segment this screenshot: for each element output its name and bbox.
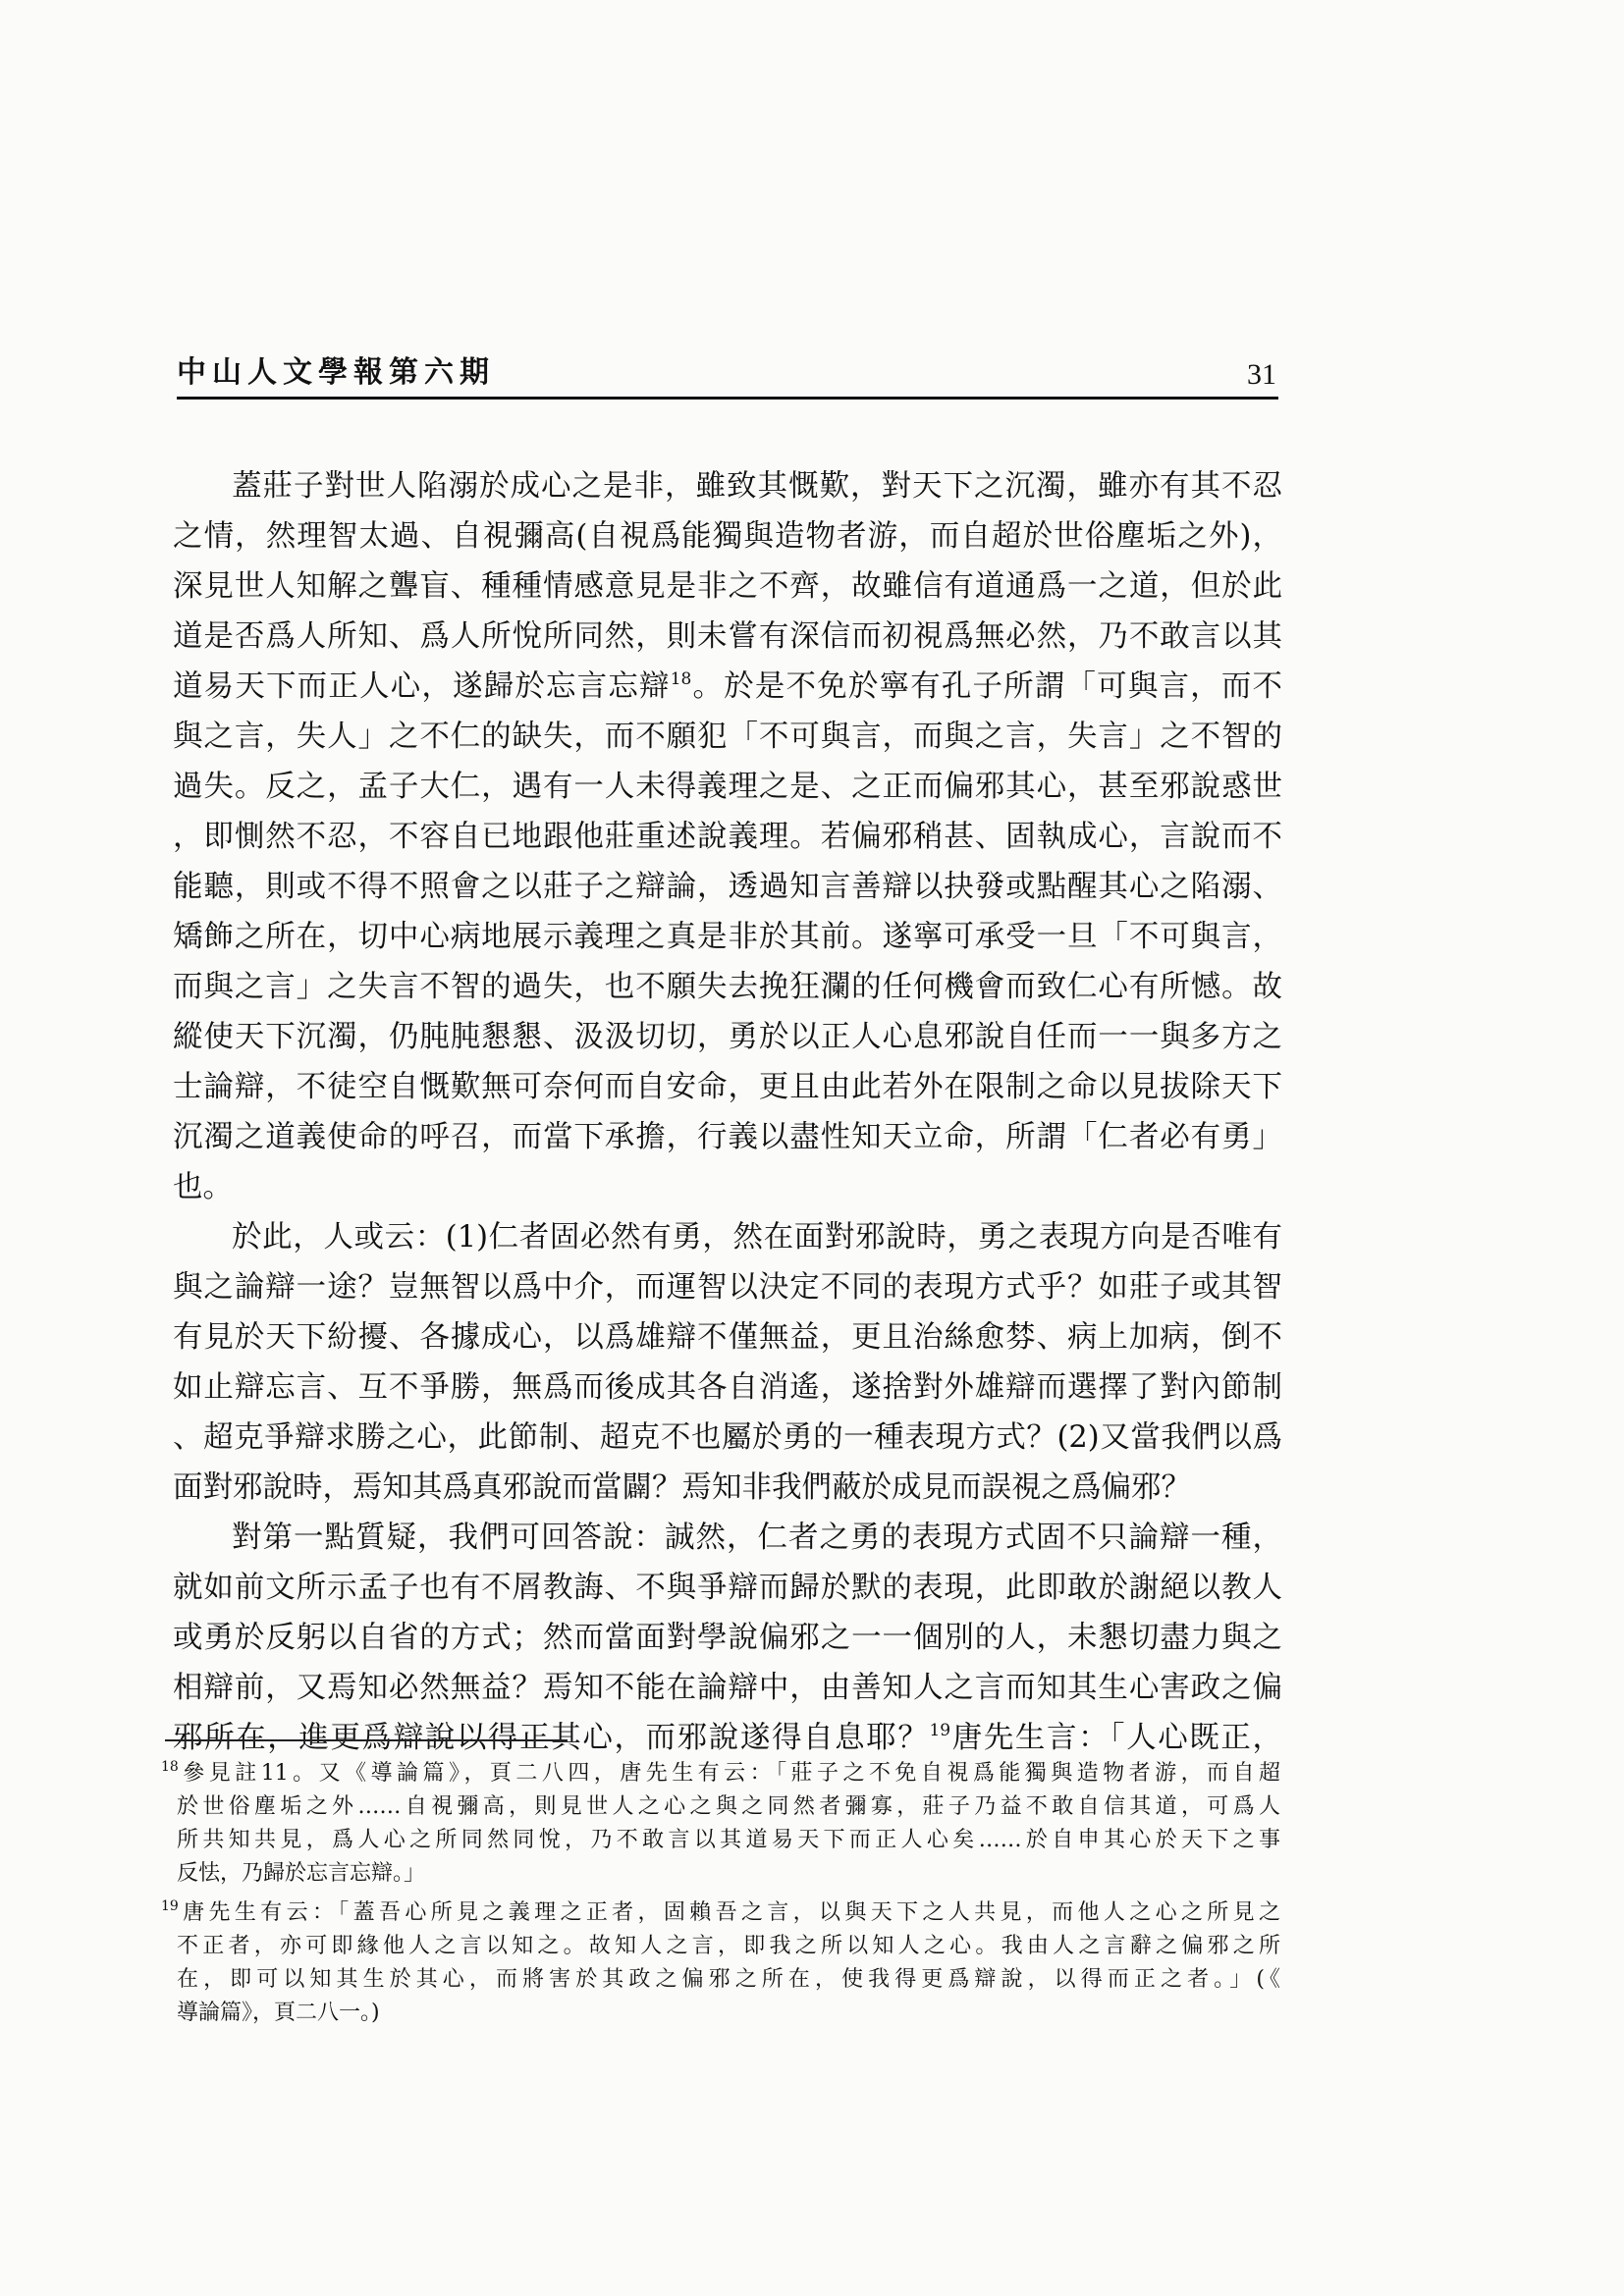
text-line: 深見世人知解之聾盲、種種情感意見是非之不齊，故雖信有道通爲一之道，但於此 [173,569,1282,604]
footnote-divider [165,1739,568,1741]
text-line: 沉濁之道義使命的呼召，而當下承擔，行義以盡性知天立命，所謂「仁者必有勇」 [173,1120,1282,1154]
paragraph-2 [173,1212,1282,1513]
text-line: 士論辯，不徒空自慨歎無可奈何而自安命，更且由此若外在限制之命以見拔除天下 [173,1070,1282,1104]
text-line: 有見於天下紛擾、各據成心，以爲雄辯不僅無益，更且治絲愈棼、病上加病，倒不 [173,1320,1282,1355]
text-line: 能聽，則或不得不照會之以莊子之辯論，透過知言善辯以抉發或點醒其心之陷溺、 [173,870,1282,904]
text-line: 縱使天下沉濁，仍肫肫懇懇、汲汲切切，勇於以正人心息邪說自任而一一與多方之 [173,1020,1282,1054]
text-line: 就如前文所示孟子也有不屑教誨、不與爭辯而歸於默的表現，此即敢於謝絕以教人 [173,1571,1282,1605]
text-line: 矯飾之所在，切中心病地展示義理之真是非於其前。遂寧可承受一旦「不可與言， [173,920,1282,954]
text-segment: 。於是不免於寧有孔子所謂「可與言，而不 [691,669,1282,704]
footnote-line: 在，即可以知其生於其心，而將害於其政之偏邪之所在，使我得更爲辯說，以得而正之者。」(《 [177,1967,1280,1992]
text-line: 對第一點質疑，我們可回答說：誠然，仁者之勇的表現方式固不只論辯一種， [232,1521,1282,1555]
footnote-marker: 19 [161,1898,179,1914]
footnote-line: 於世俗塵垢之外……自視彌高，則見世人之心之與之同然者彌寡，莊子乃益不敢自信其道，可爲人 [177,1794,1280,1819]
text-line: 面對邪說時，焉知其爲真邪說而當闢？焉知非我們蔽於成見而誤視之爲偏邪？ [173,1470,1191,1505]
text-line: 也。 [173,1170,233,1204]
footnote-line: 反怯，乃歸於忘言忘辯。」 [177,1861,426,1886]
footnote-ref-19[interactable]: 19 [929,1721,951,1740]
footnote-marker: 18 [161,1759,179,1775]
text-line: 道是否爲人所知、爲人所悅所同然，則未嘗有深信而初視爲無必然，乃不敢言以其 [173,619,1282,654]
body-text [173,461,1282,1763]
running-header [177,353,1278,400]
text-line [173,662,1282,712]
footnote-line [161,1757,1280,1790]
text-line [173,1713,1282,1763]
text-line: 過失。反之，孟子大仁，遇有一人未得義理之是、之正而偏邪其心，甚至邪說惑世 [173,770,1282,804]
paragraph-1 [173,461,1282,1212]
footnote-line [161,1896,1280,1930]
footnote-line: 所共知共見，爲人心之所同然同悅，乃不敢言以其道易天下而正人心矣……於自申其心於天下之事 [177,1828,1280,1852]
text-line: 與之言，失人」之不仁的缺失，而不願犯「不可與言，而與之言，失言」之不智的 [173,720,1282,754]
footnote-line: 導論篇》，頁二八一。) [177,2001,380,2025]
text-line: ，即惻然不忍，不容自已地跟他莊重述說義理。若偏邪稍甚、固執成心，言說而不 [173,820,1282,854]
journal-title: 中山人文學報第六期 [177,355,495,390]
text-line: 如止辯忘言、互不爭勝，無爲而後成其各自消遙，遂捨對外雄辯而選擇了對內節制 [173,1370,1282,1405]
text-segment: 參見註11。又《導論篇》，頁二八四，唐先生有云：「莊子之不免自視爲能獨與造物者游，而自超 [178,1761,1280,1786]
text-line: 與之論辯一途？豈無智以爲中介，而運智以決定不同的表現方式乎？如莊子或其智 [173,1270,1282,1305]
text-line: 之情，然理智太過、自視彌高(自視爲能獨與造物者游，而自超於世俗塵垢之外)， [173,519,1282,554]
text-line: 或勇於反躬以自省的方式；然而當面對學說偏邪之一一個別的人，未懇切盡力與之 [173,1621,1282,1655]
footnotes [161,1757,1280,2030]
text-line: 相辯前，又焉知必然無益？焉知不能在論辯中，由善知人之言而知其生心害政之偏 [173,1671,1282,1705]
text-segment: 邪所在，進更爲辯說以得正其心，而邪說遂得自息耶？ [173,1721,930,1755]
text-segment: 唐先生言：「人心既正， [950,1721,1282,1755]
text-line: 於此，人或云：(1)仁者固必然有勇，然在面對邪說時，勇之表現方向是否唯有 [232,1220,1282,1255]
footnote-ref-18[interactable]: 18 [670,669,692,689]
text-line: 、超克爭辯求勝之心，此節制、超克不也屬於勇的一種表現方式？(2)又當我們以爲 [173,1420,1282,1455]
text-segment: 唐先生有云：「蓋吾心所見之義理之正者，固賴吾之言，以與天下之人共見，而他人之心之所見之 [178,1900,1280,1925]
page-number: 31 [1247,358,1276,391]
text-line: 蓋莊子對世人陷溺於成心之是非，雖致其慨歎，對天下之沉濁，雖亦有其不忍 [232,469,1282,504]
paragraph-3 [173,1513,1282,1763]
text-line: 而與之言」之失言不智的過失，也不願失去挽狂瀾的任何機會而致仁心有所憾。故 [173,970,1282,1004]
footnote-line: 不正者，亦可即緣他人之言以知之。故知人之言，即我之所以知人之心。我由人之言辭之偏邪之所 [177,1934,1280,1958]
text-segment: 道易天下而正人心，遂歸於忘言忘辯 [173,669,671,704]
footnote-19 [161,1896,1280,2030]
footnote-18 [161,1757,1280,1891]
